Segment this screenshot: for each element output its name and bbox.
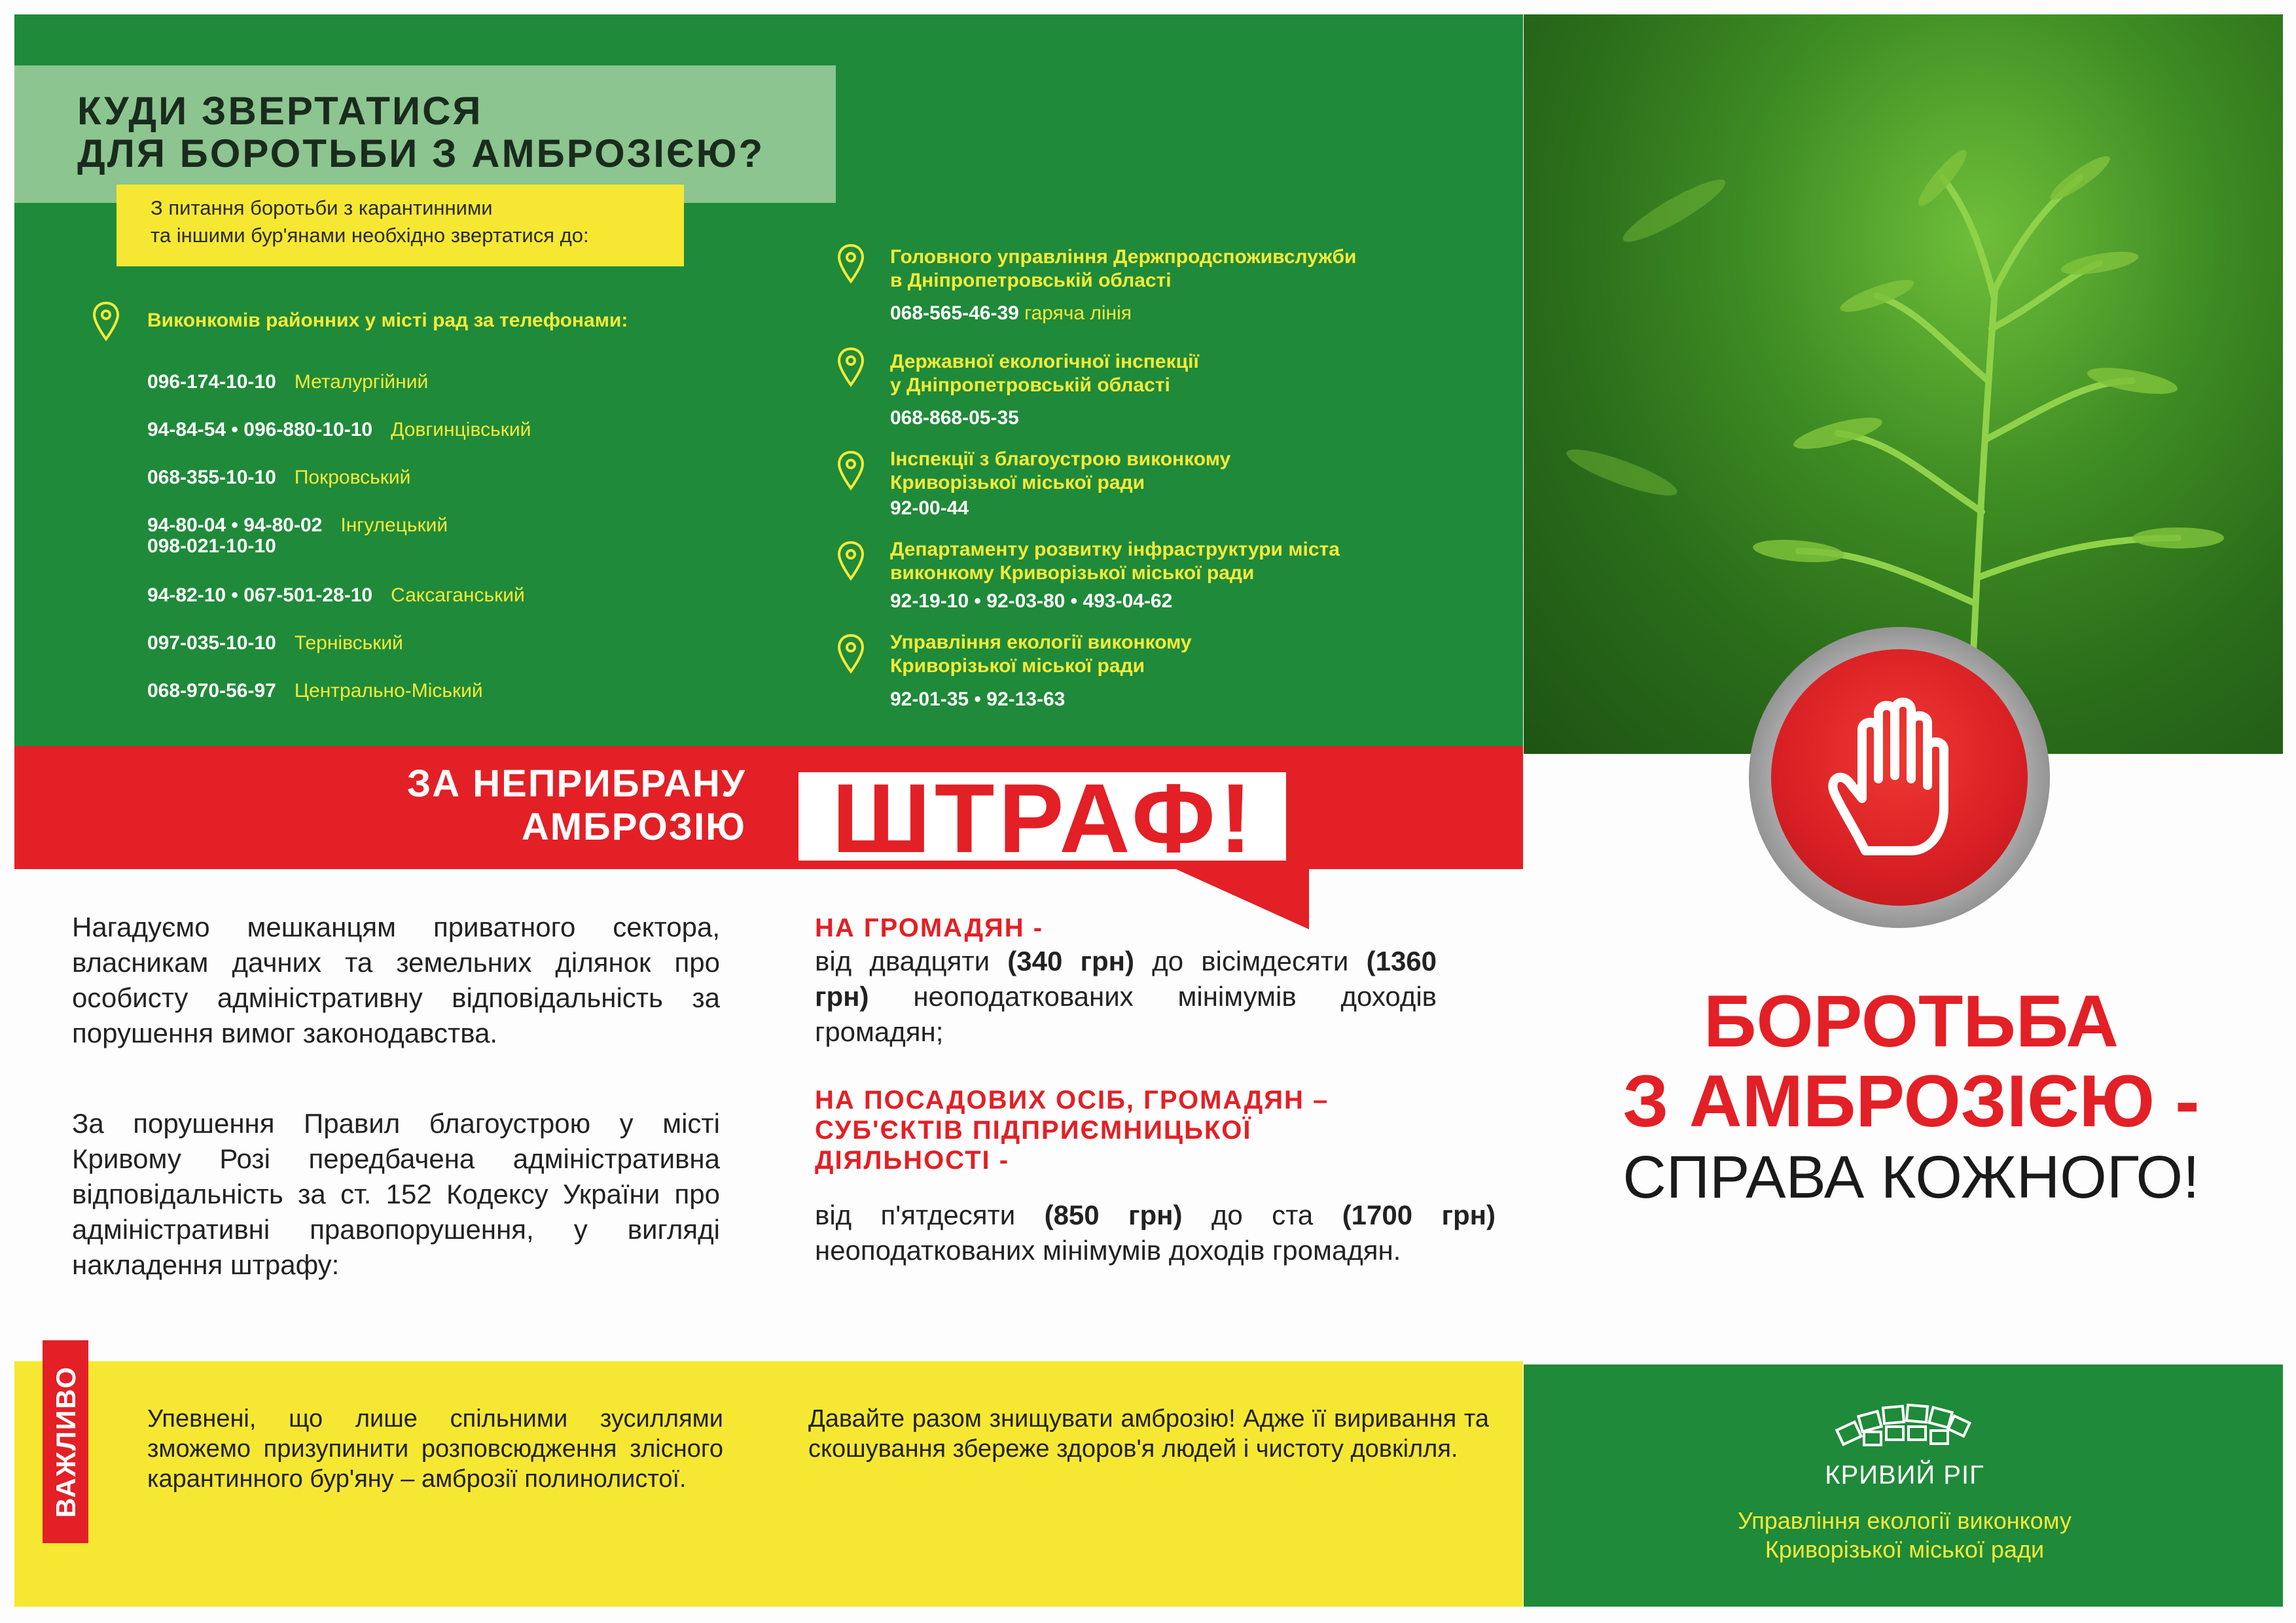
paragraph-liability: За порушення Правил благоустрою у місті Кривому Розі передбачена адміністративна відповідальність за ст. 152 Кодексу України про адміністративні правопорушення, у вигляді накладення штрафу:	[72, 1108, 720, 1280]
org-phone: 92-01-35 • 92-13-63	[890, 688, 1066, 710]
fine-word: ШТРАФ!	[832, 763, 1256, 873]
district-row: 94-80-04 • 94-80-02 Інгулецький	[147, 514, 448, 536]
org-name: Департаменту розвитку інфраструктури міста виконкому Криворізької міської ради	[890, 539, 1340, 584]
district-row: 068-970-56-97 Центрально-Міський	[147, 680, 483, 702]
org-name: Головного управління Держпродспоживслужби в Дніпропетровській області	[890, 246, 1357, 291]
map-pin-icon	[836, 450, 865, 491]
map-pin-icon	[836, 633, 865, 674]
org-phone: 92-19-10 • 92-03-80 • 493-04-62	[890, 590, 1173, 612]
org-phone: 92-00-44	[890, 497, 969, 519]
fine-banner-caption: ЗА НЕПРИБРАНУ АМБРОЗІЮ	[406, 762, 746, 848]
org-name: Державної екологічної інспекції у Дніпропетровській області	[890, 351, 1199, 396]
title-line-3: СПРАВА КОЖНОГО!	[1623, 1144, 2200, 1211]
title-line-2: З АМБРОЗІЄЮ -	[1623, 1060, 2200, 1142]
city-name: КРИВИЙ РІГ	[1825, 1461, 1984, 1489]
district-heading: Виконкомів районних у місті рад за телефонами:	[147, 310, 628, 331]
title-line-2: ДЛЯ БОРОТЬБИ З АМБРОЗІЄЮ?	[77, 132, 765, 175]
district-row-extra: 098-021-10-10	[147, 535, 276, 557]
org-phone: 068-565-46-39 гаряча лінія	[890, 302, 1132, 324]
org-name: Управління екології виконкому Криворізької міської ради	[890, 632, 1192, 677]
important-text-left: Упевнені, що лише спільними зусиллями зможемо призупинити розповсюдження злісного карантинного бур'яну – амброзії полинолистої.	[147, 1405, 723, 1493]
district-row: 94-84-54 • 096-880-10-10 Довгинцівський	[147, 419, 531, 440]
citizens-fine-text: від двадцяти (340 грн) до вісімдесяти (1360 грн) неоподаткованих мінімумів доходів громадян;	[815, 946, 1437, 1047]
title-line-1: КУДИ ЗВЕРТАТИСЯ	[77, 89, 483, 133]
city-logo-icon	[1833, 1393, 1977, 1452]
officials-fine-text: від п'ятдесяти (850 грн) до ста (1700 грн) неоподаткованих мінімумів доходів громадян.	[815, 1200, 1496, 1266]
intro-line-2: та іншими бур'янами необхідно звертатися до:	[151, 224, 589, 247]
map-pin-icon	[836, 243, 865, 284]
title-line-1: БОРОТЬБА	[1704, 980, 2119, 1062]
org-name: Інспекції з благоустрою виконкому Криворізької міської ради	[890, 448, 1231, 493]
important-text-right: Давайте разом знищувати амброзію! Адже її виривання та скошування збереже здоров'я людей і чистоту довкілля.	[808, 1405, 1489, 1463]
map-pin-icon	[92, 301, 120, 342]
citizens-heading: НА ГРОМАДЯН -	[815, 914, 1044, 942]
officials-heading: НА ПОСАДОВИХ ОСІБ, ГРОМАДЯН – СУБ'ЄКТІВ ПІДПРИЄМНИЦЬКОЇ ДІЯЛЬНОСТІ -	[815, 1086, 1329, 1175]
map-pin-icon	[836, 541, 865, 581]
fine-banner	[14, 746, 1523, 873]
map-pin-icon	[836, 347, 865, 387]
intro-line-1: З питання боротьби з карантинними	[151, 196, 493, 219]
district-row: 096-174-10-10 Металургійний	[147, 371, 429, 393]
department-name: Управління екології виконкому Криворізької міської ради	[1738, 1507, 2072, 1563]
org-phone: 068-868-05-35	[890, 407, 1019, 429]
fine-banner-tail	[1172, 867, 1309, 929]
paragraph-reminder: Нагадуємо мешканцям приватного сектора, власникам дачних та земельних ділянок про особисту адміністративну відповідальність за порушення вимог законодавства.	[72, 912, 720, 1048]
leaflet-title	[1532, 982, 2291, 1213]
important-label: ВАЖЛИВО	[50, 1365, 81, 1518]
district-row: 068-355-10-10 Покровський	[147, 467, 411, 488]
stop-hand-icon	[1826, 694, 1973, 857]
district-row: 94-82-10 • 067-501-28-10 Саксаганський	[147, 584, 525, 606]
district-row: 097-035-10-10 Тернівський	[147, 632, 403, 654]
